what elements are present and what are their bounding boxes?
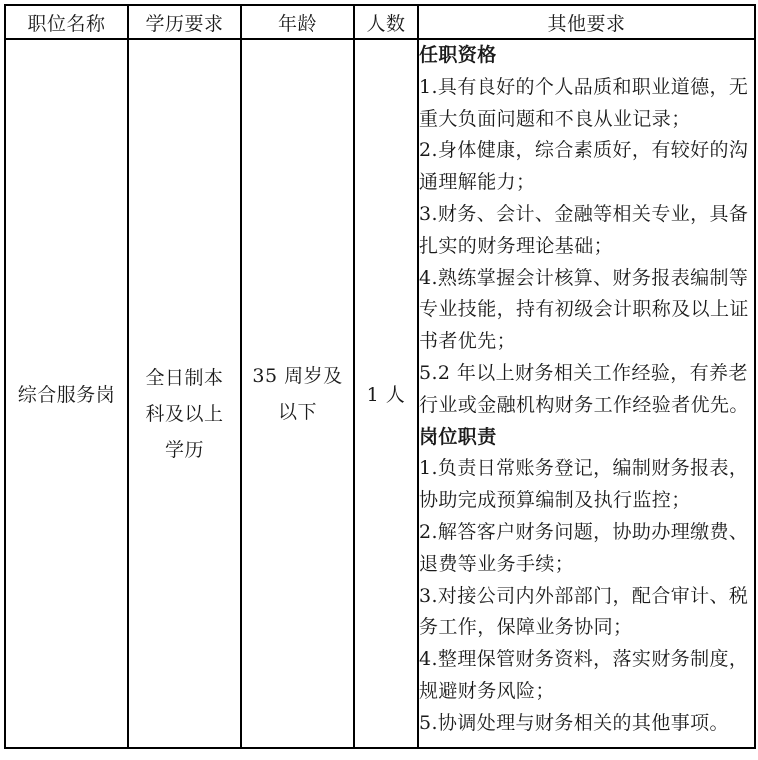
age-line: 35 周岁及 [252, 364, 343, 387]
requirement-line: 1.负责日常账务登记，编制财务报表， [419, 457, 749, 480]
requirement-line: 扎实的财务理论基础； [419, 234, 614, 257]
age-text [242, 358, 353, 430]
cell-headcount: 1 人 [354, 39, 418, 748]
cell-position-name: 综合服务岗 [5, 39, 128, 748]
requirement-line: 2.解答客户财务问题，协助办理缴费、 [419, 520, 749, 543]
table-header-row [5, 5, 755, 39]
header-position-name: 职位名称 [5, 5, 128, 39]
requirement-line: 4.熟练掌握会计核算、财务报表编制等 [419, 266, 749, 289]
requirement-line: 4.整理保管财务资料，落实财务制度， [419, 648, 749, 671]
cell-age [241, 39, 354, 748]
education-line: 科及以上 [145, 402, 224, 425]
requirement-line: 5.协调处理与财务相关的其他事项。 [419, 711, 729, 734]
requirement-line: 协助完成预算编制及执行监控； [419, 489, 691, 512]
section-heading: 岗位职责 [419, 425, 497, 448]
header-other-requirements: 其他要求 [418, 5, 755, 39]
requirement-line: 行业或金融机构财务工作经验者优先。 [419, 393, 749, 416]
requirement-line: 1.具有良好的个人品质和职业道德，无 [419, 75, 749, 98]
requirement-line: 5.2 年以上财务相关工作经验，有养老 [419, 361, 748, 384]
age-line: 以下 [277, 400, 317, 423]
requirement-line: 重大负面问题和不良从业记录； [419, 107, 691, 130]
requirement-line: 专业技能，持有初级会计职称及以上证 [419, 298, 749, 321]
header-age: 年龄 [241, 5, 354, 39]
job-posting-table [4, 4, 756, 749]
requirement-line: 3.财务、会计、金融等相关专业，具备 [419, 202, 749, 225]
cell-education-requirement [128, 39, 241, 748]
requirement-line: 3.对接公司内外部部门，配合审计、税 [419, 584, 749, 607]
requirement-line: 书者优先； [419, 330, 517, 353]
education-text [129, 360, 240, 468]
section-heading: 任职资格 [419, 44, 497, 66]
header-headcount: 人数 [354, 5, 418, 39]
education-line: 全日制本 [145, 366, 224, 389]
requirement-line: 2.身体健康，综合素质好，有较好的沟 [419, 139, 749, 162]
header-education-requirement: 学历要求 [128, 5, 241, 39]
requirement-line: 通理解能力； [419, 171, 536, 194]
requirement-line: 规避财务风险； [419, 679, 555, 702]
requirement-line: 退费等业务手续； [419, 552, 575, 575]
education-line: 学历 [164, 438, 204, 461]
table-row [5, 39, 755, 748]
requirements-text [419, 40, 754, 740]
requirement-line: 务工作，保障业务协同； [419, 616, 633, 639]
cell-other-requirements [418, 39, 755, 748]
